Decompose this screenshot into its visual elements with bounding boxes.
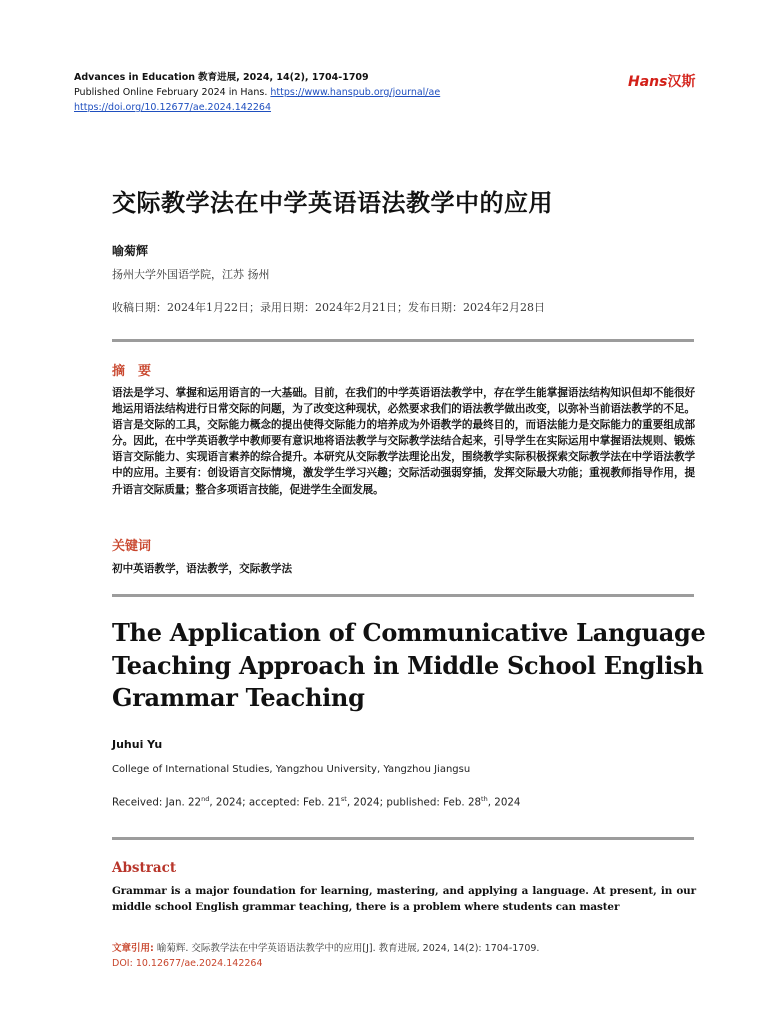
hans-logo-en: Hans [628,74,668,90]
paper-title-cn: 交际教学法在中学英语语法教学中的应用 [112,189,553,217]
accepted-date: , 2024; accepted: Feb. 21 [209,796,341,809]
journal-info-line [74,71,369,84]
divider [112,594,694,597]
published-online-text: Published Online February 2024 in Hans. [74,87,268,98]
dates-cn: 收稿日期：2024年1月22日；录用日期：2024年2月21日；发布日期：2024年2月28日 [112,301,545,314]
paper-title-en: The Application of Communicative Language Teaching Approach in Middle School English Grammar Teaching [112,618,706,712]
published-online-line [74,86,440,99]
received-date: Received: Jan. 22 [112,796,202,809]
abstract-heading-en: Abstract [112,860,177,876]
accepted-sup: st [340,795,347,803]
dates-en [112,795,520,808]
author-name-cn: 喻菊辉 [112,244,149,258]
keywords-heading-cn: 关键词 [112,539,152,554]
citation-label: 文章引用: [112,943,154,954]
author-name-en: Juhui Yu [112,738,163,751]
received-sup: nd [201,795,210,803]
citation-text: 喻菊辉. 交际教学法在中学英语语法教学中的应用[J]. 教育进展, 2024, 14(2): 1704-1709. [153,943,540,954]
doi-url-link[interactable]: https://doi.org/10.12677/ae.2024.142264 [74,102,272,113]
journal-name-en: Advances in Education [74,72,196,83]
published-date: , 2024; published: Feb. 28 [346,796,482,809]
published-sup: th [481,795,488,803]
journal-name-cn: 教育进展 [198,72,237,83]
keywords-cn: 初中英语教学，语法教学，交际教学法 [112,563,293,575]
doi-url-line [74,101,271,114]
abstract-body-cn: 语法是学习、掌握和运用语言的一大基础。目前，在我们的中学英语语法教学中，存在学生能掌握语法结构知识但却不能很好地运用语法结构进行日常交际的问题，为了改变这种现状，必然要求我们的语法教学做出改变，以弥补当前语法教学的不足。语言是交际的工具，交际能力概念的提出使得交际能力的培养成为外语教学的最终目的，而语法能力是交际能力的重要组成部分。因此，在中学英语教学中教师要有意识地将语法教学与交际教学法结合起来，引导学生在实际运用中掌握语法规则、锻炼语言交际能力、实现语言素养的综合提升。本研究从交际教学法理论出发，围绕教学实际积极探索交际教学法在中学语法教学中的应用。主要有：创设语言交际情境，激发学生学习兴趣；交际活动强弱穿插，发挥交际最大功能；重视教师指导作用，提升语言交际质量；整合多项语言技能，促进学生全面发展。 [112,387,695,496]
journal-url-link[interactable]: https://www.hanspub.org/journal/ae [270,87,441,98]
journal-volume: , 2024, 14(2), 1704-1709 [236,72,369,83]
dates-suffix: , 2024 [487,796,521,809]
abstract-heading-cn: 摘 要 [112,364,152,379]
divider [112,837,694,840]
hans-logo [628,71,695,91]
abstract-body-en: Grammar is a major foundation for learning, mastering, and applying a language. At present, in our middle school English grammar teaching, there is a problem where students can master [112,885,696,913]
divider [112,339,694,342]
citation-block [112,941,539,971]
affiliation-en: College of International Studies, Yangzhou University, Yangzhou Jiangsu [112,764,471,775]
citation-line [112,941,539,956]
hans-logo-cn: 汉斯 [667,74,696,90]
affiliation-cn: 扬州大学外国语学院，江苏 扬州 [112,268,270,281]
citation-doi: DOI: 10.12677/ae.2024.142264 [112,958,263,969]
